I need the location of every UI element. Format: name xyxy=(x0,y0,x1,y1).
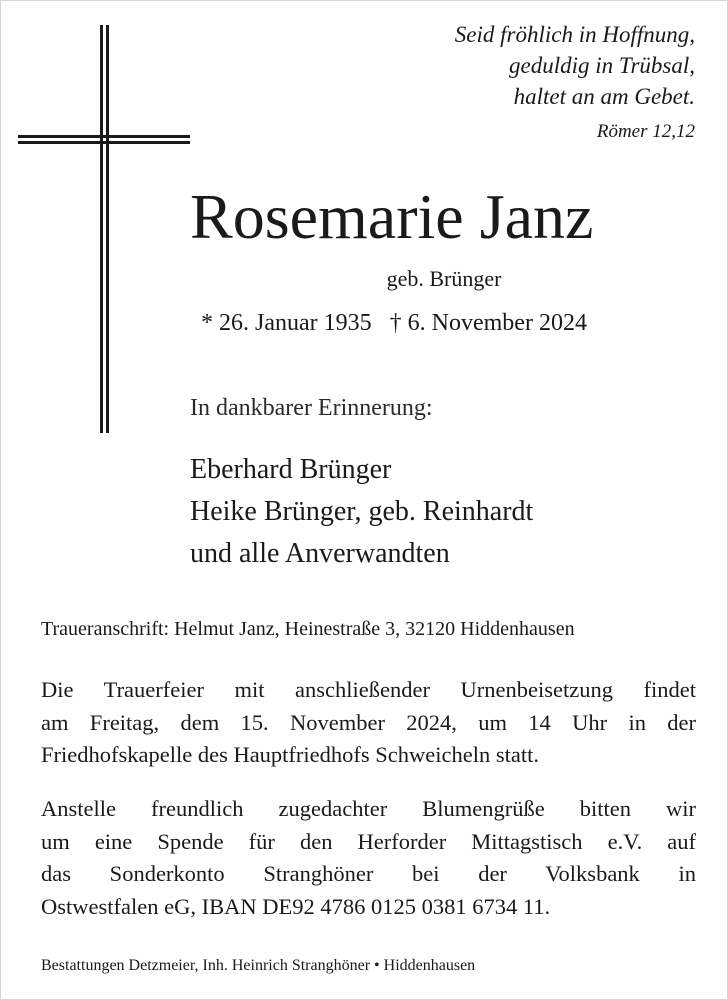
deceased-name: Rosemarie Janz xyxy=(190,181,594,252)
quote-line: haltet an am Gebet. xyxy=(513,84,695,109)
ceremony-line: Die Trauerfeier mit anschließender Urnenbeisetzung findet xyxy=(41,677,696,702)
bible-quote xyxy=(455,19,695,112)
quote-line: geduldig in Trübsal, xyxy=(509,53,695,78)
donation-paragraph xyxy=(41,793,696,923)
donation-line: Anstelle freundlich zugedachter Blumengrüße bitten wir xyxy=(41,796,696,821)
maiden-name: geb. Brünger xyxy=(386,266,502,291)
birth-date: * 26. Januar 1935 xyxy=(201,310,372,336)
ceremony-paragraph xyxy=(41,674,696,772)
donation-line: um eine Spende für den Herforder Mittagstisch e.V. auf xyxy=(41,828,696,854)
donation-line: das Sonderkonto Stranghöner bei der Volksbank in xyxy=(41,861,696,886)
mourning-address: Traueranschrift: Helmut Janz, Heinestraße 3, 32120 Hiddenhausen xyxy=(41,618,575,640)
ceremony-line: Friedhofskapelle des Hauptfriedhofs Schweicheln statt. xyxy=(41,742,539,767)
memory-heading: In dankbarer Erinnerung: xyxy=(190,395,433,421)
mourners-list xyxy=(190,449,533,575)
quote-line: Seid fröhlich in Hoffnung, xyxy=(454,22,695,47)
quote-reference: Römer 12,12 xyxy=(596,121,695,142)
mourner-name: Heike Brünger, geb. Reinhardt xyxy=(190,496,534,527)
mourner-name: und alle Anverwandten xyxy=(190,538,450,569)
life-dates xyxy=(201,310,587,337)
ceremony-line: am Freitag, dem 15. November 2024, um 14 Uhr in der xyxy=(41,709,696,735)
death-date: † 6. November 2024 xyxy=(389,310,587,336)
mourner-name: Eberhard Brünger xyxy=(190,454,392,485)
donation-line: Ostwestfalen eG, IBAN DE92 4786 0125 0381 6734 11. xyxy=(41,893,551,919)
funeral-home-footer: Bestattungen Detzmeier, Inh. Heinrich Stranghöner • Hiddenhausen xyxy=(41,957,476,974)
cross-icon xyxy=(18,25,190,433)
